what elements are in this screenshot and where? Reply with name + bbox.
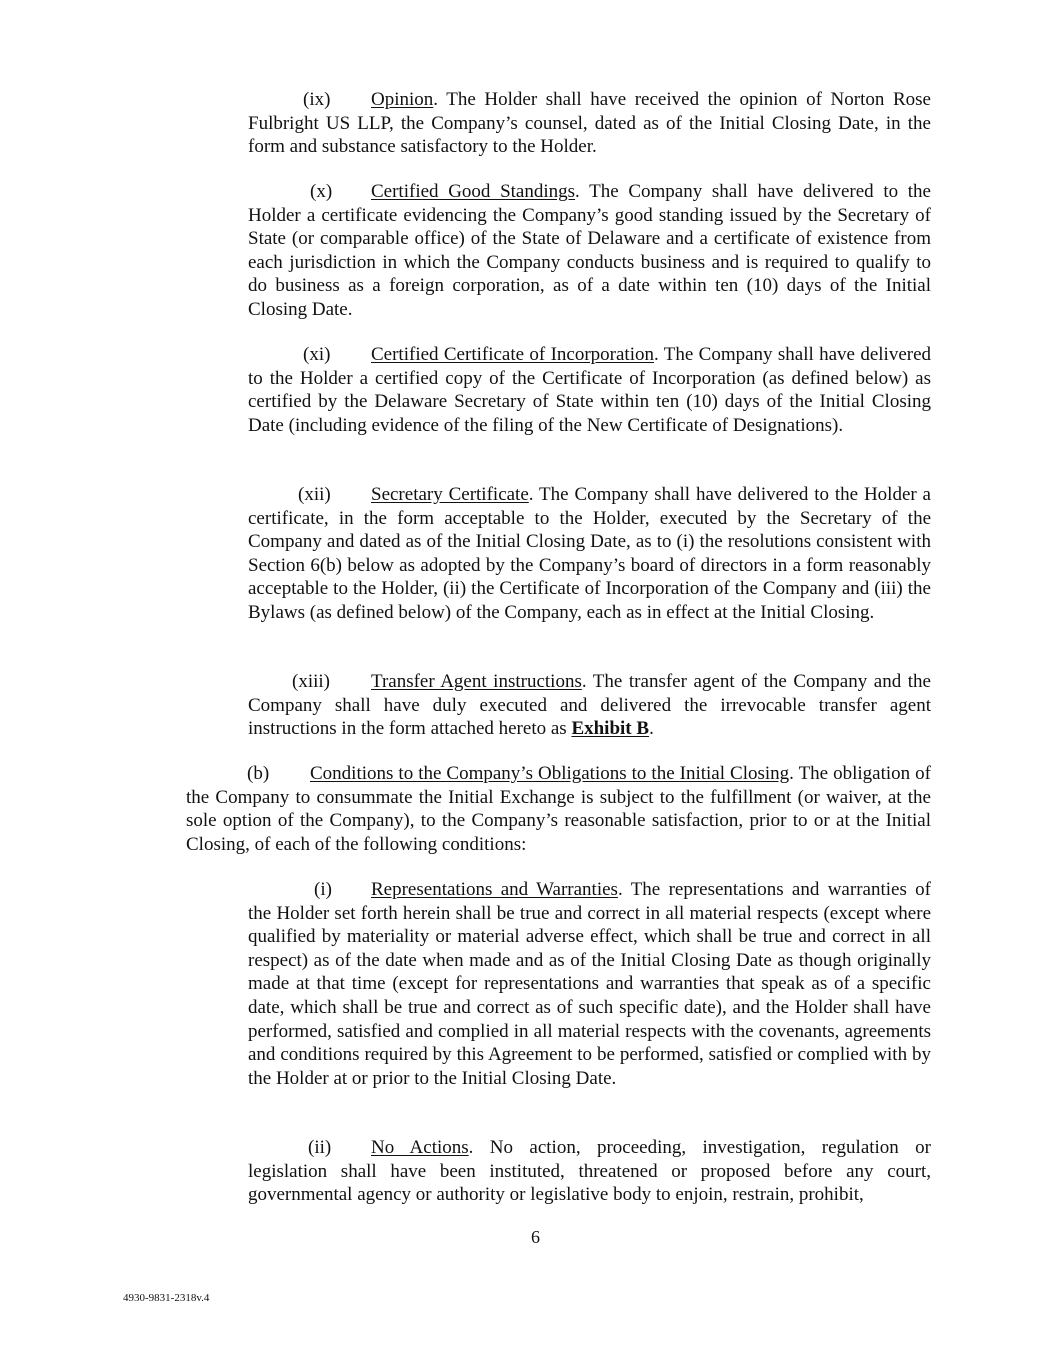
paragraph-ii-no-actions [248, 1136, 931, 1207]
paragraph-heading: Opinion [371, 89, 434, 110]
paragraph-xi-certified-certificate [248, 343, 931, 437]
paragraph-body: . The Company shall have delivered to the Holder a certified copy of the Certificate of Incorporation (as defined below) as certified by the Delaware Secretary of State within ten (10) days of the Initial Closing Date (including evidence of the filing of the New Certificate of Designations). [248, 344, 932, 436]
paragraph-number: (xiii) [292, 671, 330, 692]
paragraph-heading: Representations and Warranties [371, 879, 618, 900]
paragraph-ix-opinion [248, 88, 931, 159]
paragraph-body: . The Holder shall have received the opinion of Norton Rose Fulbright US LLP, the Company’s counsel, dated as of the Initial Closing Date, in the form and substance satisfactory to the Holder. [248, 89, 931, 158]
paragraph-number: (ix) [303, 89, 331, 110]
paragraph-number: (xii) [298, 484, 331, 505]
paragraph-number: (b) [247, 763, 270, 784]
paragraph-number: (ii) [308, 1137, 332, 1158]
document-id: 4930-9831-2318v.4 [123, 1292, 210, 1304]
paragraph-xii-secretary-certificate [248, 483, 931, 625]
paragraph-x-certified-good-standings [248, 180, 931, 322]
paragraph-body: . The obligation of the Company to consummate the Initial Exchange is subject to the fulfillment (or waiver, at the sole option of the Company), to the Company’s reasonable satisfaction, prior to or at the Initial Closing, of each of the following conditions: [186, 763, 931, 855]
exhibit-reference: Exhibit B [571, 718, 650, 740]
paragraph-b-company-conditions [186, 762, 931, 856]
paragraph-body: . The representations and warranties of the Holder set forth herein shall be true and correct in all material respects (except where qualified by materiality or material adverse effect, which shall be true and correct in all respect) as of the date when made and as of the Initial Closing Date as though originally made at that time (except for representations and warranties that speak as of a specific date, which shall be true and correct as of such specific date), and the Holder shall have performed, satisfied and complied in all material respects with the covenants, agreements and conditions required by this Agreement to be performed, satisfied or complied with by the Holder at or prior to the Initial Closing Date. [248, 879, 932, 1089]
paragraph-heading: Secretary Certificate [371, 484, 529, 505]
paragraph-heading: Conditions to the Company’s Obligations to the Initial Closing [310, 763, 790, 784]
paragraph-body: . The Company shall have delivered to the Holder a certificate evidencing the Company’s good standing issued by the Secretary of State (or comparable office) of the State of Delaware and a certificate of existence from each jurisdiction in which the Company conducts business and is required to qualify to do business as a foreign corporation, as of a date within ten (10) days of the Initial Closing Date. [248, 181, 931, 320]
paragraph-heading: No Actions [371, 1137, 469, 1158]
paragraph-xiii-transfer-agent [248, 670, 931, 741]
paragraph-heading: Certified Certificate of Incorporation [371, 344, 654, 365]
paragraph-heading: Certified Good Standings [371, 181, 576, 202]
paragraph-number: (x) [310, 181, 333, 202]
page-number: 6 [531, 1227, 540, 1247]
paragraph-body: . The transfer agent of the Company and the Company shall have duly executed and delivered the irrevocable transfer agent instructions in the form attached hereto as [248, 671, 931, 740]
paragraph-number: (i) [314, 879, 332, 900]
paragraph-heading: Transfer Agent instructions [371, 671, 582, 692]
paragraph-body: . The Company shall have delivered to the Holder a certificate, in the form acceptable to the Holder, executed by the Secretary of the Company and dated as of the Initial Closing Date, as to (i) the resolutions consistent with Section 6(b) below as adopted by the Company’s board of directors in a form reasonably acceptable to the Holder, (ii) the Certificate of Incorporation of the Company and (iii) the Bylaws (as defined below) of the Company, each as in effect at the Initial Closing. [248, 484, 931, 623]
paragraph-number: (xi) [303, 344, 331, 365]
paragraph-i-representations [248, 878, 931, 1090]
paragraph-body: . No action, proceeding, investigation, regulation or legislation shall have been instituted, threatened or proposed before any court, governmental agency or authority or legislative body to enjoin, restrain, prohibit, [248, 1137, 932, 1206]
paragraph-end: . [649, 718, 654, 740]
